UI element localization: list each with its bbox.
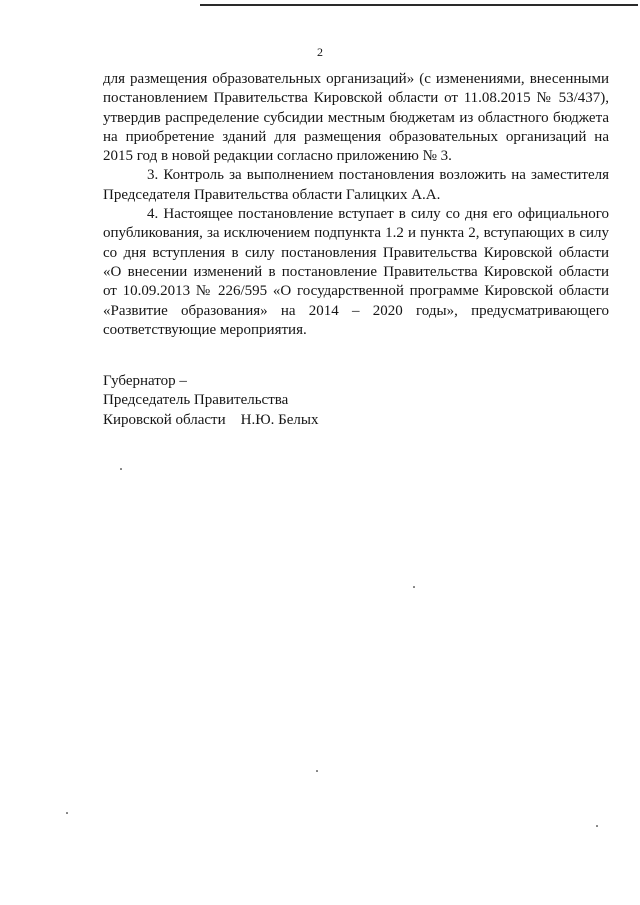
paragraph-item-4: 4. Настоящее постановление вступает в силу со дня его официального опубликования, за исключением подпункта 1.2 и пункта 2, вступающих в силу со дня вступления в силу постановления Правительства Кировской области «О внесении изменений в постановление Правительства Кировской области от 10.09.2013 № 226/595 «О государственной программе Кировской области «Развитие образования» на 2014 – 2020 годы», предусматривающего соответствующие мероприятия. xyxy=(103,206,609,338)
page-number: 2 xyxy=(317,45,323,59)
document-body xyxy=(103,70,609,340)
scan-speck xyxy=(316,770,318,772)
signature-position: Председатель Правительства xyxy=(103,392,289,409)
scan-speck xyxy=(120,468,122,470)
signature-block xyxy=(103,372,318,430)
scan-speck xyxy=(413,586,415,588)
signature-name-line: Кировской области Н.Ю. Белых xyxy=(103,411,319,428)
paragraph-continuation: для размещения образовательных организаций» (с изменениями, внесенными постановлением Правительства Кировской области от 11.08.2015 № 53/437), утвердив распределение субсидии местным бюджетам из областного бюджета на приобретение зданий для размещения образовательных организаций на 2015 год в новой редакции согласно приложению № 3. xyxy=(103,71,609,165)
scan-speck xyxy=(596,825,598,827)
scan-speck xyxy=(66,812,68,814)
scan-edge-line xyxy=(200,4,638,6)
paragraph-item-3: 3. Контроль за выполнением постановления возложить на заместителя Председателя Правительства области Галицких А.А. xyxy=(103,167,609,203)
signature-title: Губернатор – xyxy=(103,373,187,389)
